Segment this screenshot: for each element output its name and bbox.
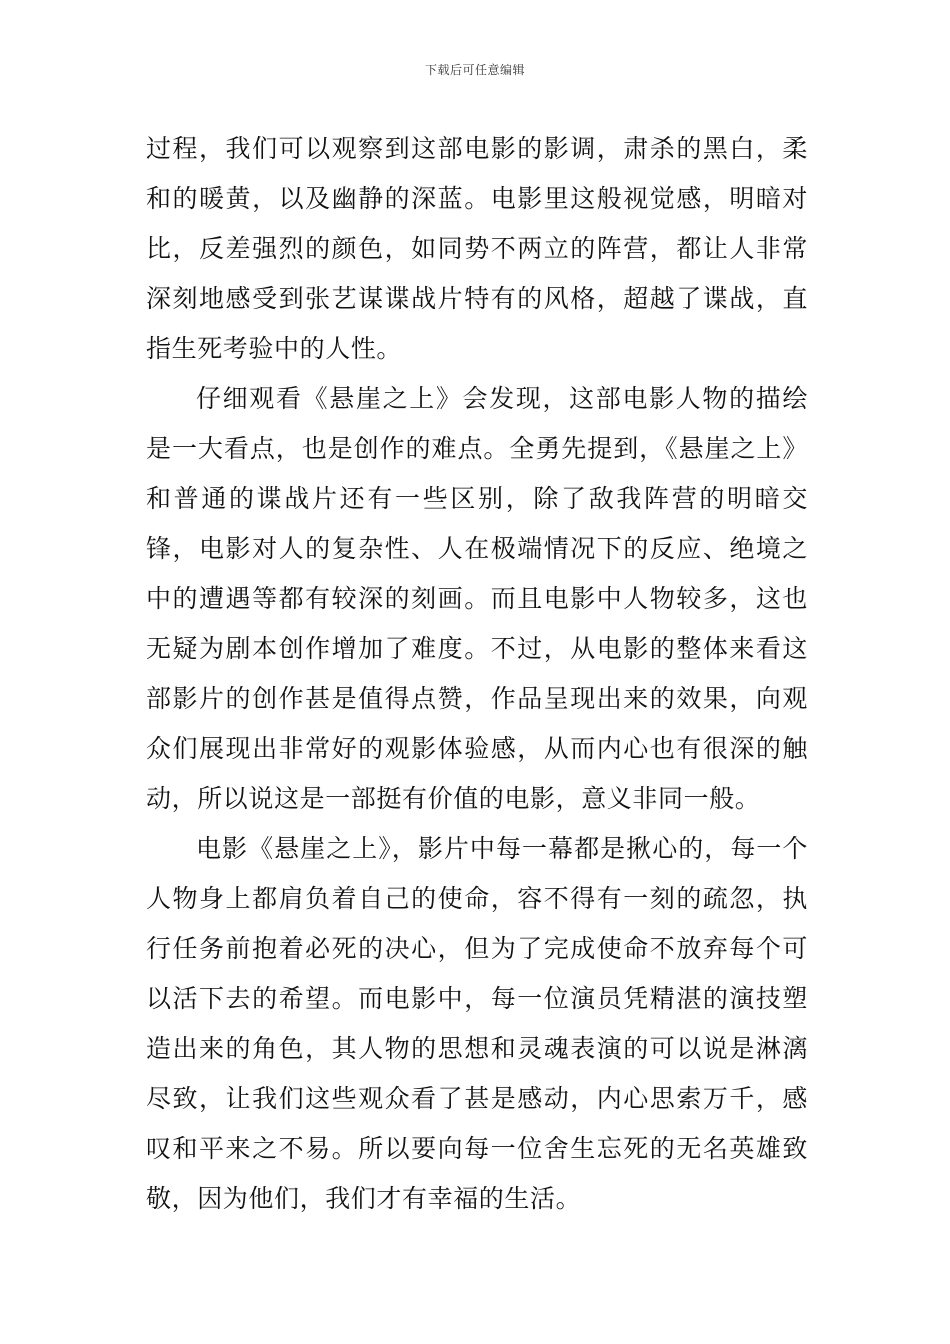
paragraph-3: 电影《悬崖之上》，影片中每一幕都是揪心的，每一个人物身上都肩负着自己的使命，容不得有一刻的疏忽，执行任务前抱着必死的决心，但为了完成使命不放弃每个可以活下去的希望。而电影中，每一位演员凭精湛的演技塑造出来的角色，其人物的思想和灵魂表演的可以说是淋漓尽致，让我们这些观众看了甚是感动，内心思索万千，感叹和平来之不易。所以要向每一位舍生忘死的无名英雄致敬，因为他们，我们才有幸福的生活。 — [146, 834, 808, 1213]
page-header: 下载后可任意编辑 — [424, 63, 525, 77]
document-body — [146, 124, 808, 1224]
paragraph-2: 仔细观看《悬崖之上》会发现，这部电影人物的描绘是一大看点，也是创作的难点。全勇先提到，《悬崖之上》和普通的谍战片还有一些区别，除了敌我阵营的明暗交锋，电影对人的复杂性、人在极端情况下的反应、绝境之中的遭遇等都有较深的刻画。而且电影中人物较多，这也无疑为剧本创作增加了难度。不过，从电影的整体来看这部影片的创作甚是值得点赞，作品呈现出来的效果，向观众们展现出非常好的观影体验感，从而内心也有很深的触动，所以说这是一部挺有价值的电影，意义非同一般。 — [146, 384, 808, 813]
paragraph-1: 过程，我们可以观察到这部电影的影调，肃杀的黑白，柔和的暖黄，以及幽静的深蓝。电影里这般视觉感，明暗对比，反差强烈的颜色，如同势不两立的阵营，都让人非常深刻地感受到张艺谋谍战片特有的风格，超越了谍战，直指生死考验中的人性。 — [146, 134, 808, 363]
